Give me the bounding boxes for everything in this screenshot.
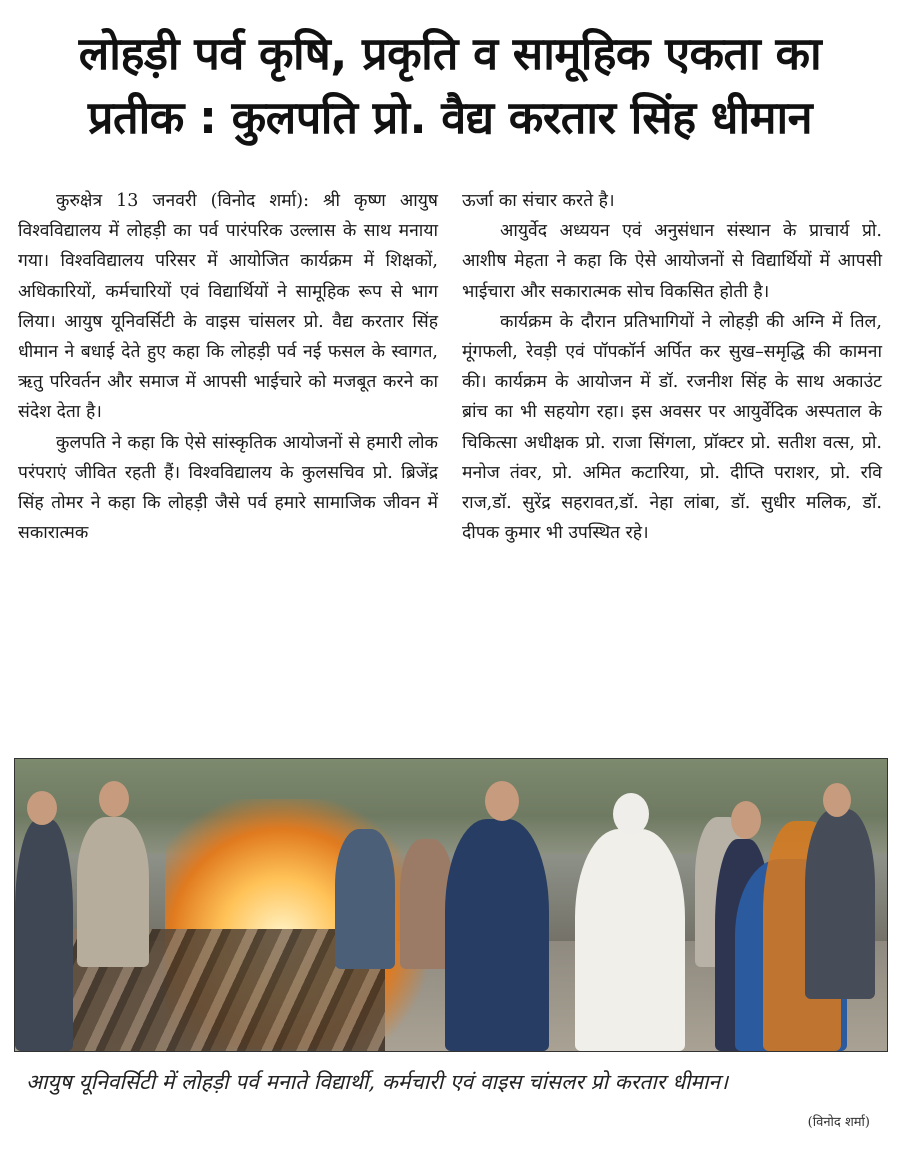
photo-person	[575, 829, 685, 1051]
photo-person-head	[731, 801, 761, 839]
photo-person	[335, 829, 395, 969]
article-paragraph: कुलपति ने कहा कि ऐसे सांस्कृतिक आयोजनों से हमारी लोक परंपराएं जीवित रहती हैं। विश्वविद्यालय के कुलसचिव प्रो. ब्रिजेंद्र सिंह तोमर ने कहा कि लोहड़ी जैसे पर्व हमारे सामाजिक जीवन में सकारात्मक	[18, 432, 438, 544]
photo-person-head	[485, 781, 519, 821]
photo-person-head	[613, 793, 649, 835]
photo-credit: (विनोद शर्मा)	[807, 1115, 870, 1130]
photo-person-head	[27, 791, 57, 825]
article-paragraph: आयुर्वेद अध्ययन एवं अनुसंधान संस्थान के प्राचार्य प्रो. आशीष मेहता ने कहा कि ऐसे आयोजनों से विद्यार्थियों में आपसी भाईचारा और सकारात्मक सोच विकसित होती है।	[462, 221, 882, 302]
photo-person-head	[823, 783, 851, 817]
headline	[14, 22, 886, 150]
article-paragraph: कार्यक्रम के दौरान प्रतिभागियों ने लोहड़ी की अग्नि में तिल, मूंगफली, रेवड़ी एवं पॉपकॉर्न अर्पित कर सुख–समृद्धि की कामना की। कार्यक्रम के आयोजन में डॉ. रजनीश सिंह के साथ अकाउंट ब्रांच का भी सहयोग रहा। इस अवसर पर आयुर्वेदिक अस्पताल के चिकित्सा अधीक्षक प्रो. राजा सिंगला, प्रॉक्टर प्रो. सतीश वत्स, प्रो. मनोज तंवर, प्रो. अमित कटारिया, प्रो. दीप्ति पराशर, प्रो. रवि राज,डॉ. सुरेंद्र सहरावत,डॉ. नेहा लांबा, डॉ. सुधीर मलिक, डॉ. दीपक कुमार भी उपस्थित रहे।	[462, 311, 882, 544]
photo-person	[15, 819, 73, 1051]
article-column-right	[462, 186, 882, 548]
headline-line-1: लोहड़ी पर्व कृषि, प्रकृति व सामूहिक एकता का	[78, 27, 822, 80]
photo-person-head	[99, 781, 129, 817]
headline-line-2: प्रतीक : कुलपति प्रो. वैद्य करतार सिंह धीमान	[87, 91, 813, 144]
photo-person	[805, 809, 875, 999]
article-paragraph: कुरुक्षेत्र 13 जनवरी (विनोद शर्मा): श्री कृष्ण आयुष विश्वविद्यालय में लोहड़ी का पर्व पारंपरिक उल्लास के साथ मनाया गया। विश्वविद्यालय परिसर में आयोजित कार्यक्रम में शिक्षकों, अधिकारियों, कर्मचारियों एवं विद्यार्थियों ने सामूहिक रूप से भाग लिया। आयुष यूनिवर्सिटी के वाइस चांसलर प्रो. वैद्य करतार सिंह धीमान ने बधाई देते हुए कहा कि लोहड़ी पर्व नई फसल के स्वागत, ऋतु परिवर्तन और समाज में आपसी भाईचारे को मजबूत करने का संदेश देता है।	[18, 191, 438, 423]
photo-person	[445, 819, 549, 1051]
event-photo	[14, 758, 888, 1052]
article-paragraph: ऊर्जा का संचार करते है।	[462, 191, 615, 211]
photo-caption: आयुष यूनिवर्सिटी में लोहड़ी पर्व मनाते विद्यार्थी, कर्मचारी एवं वाइस चांसलर प्रो करतार धीमान।	[26, 1070, 729, 1094]
article-column-left	[18, 186, 438, 548]
photo-person	[77, 817, 149, 967]
